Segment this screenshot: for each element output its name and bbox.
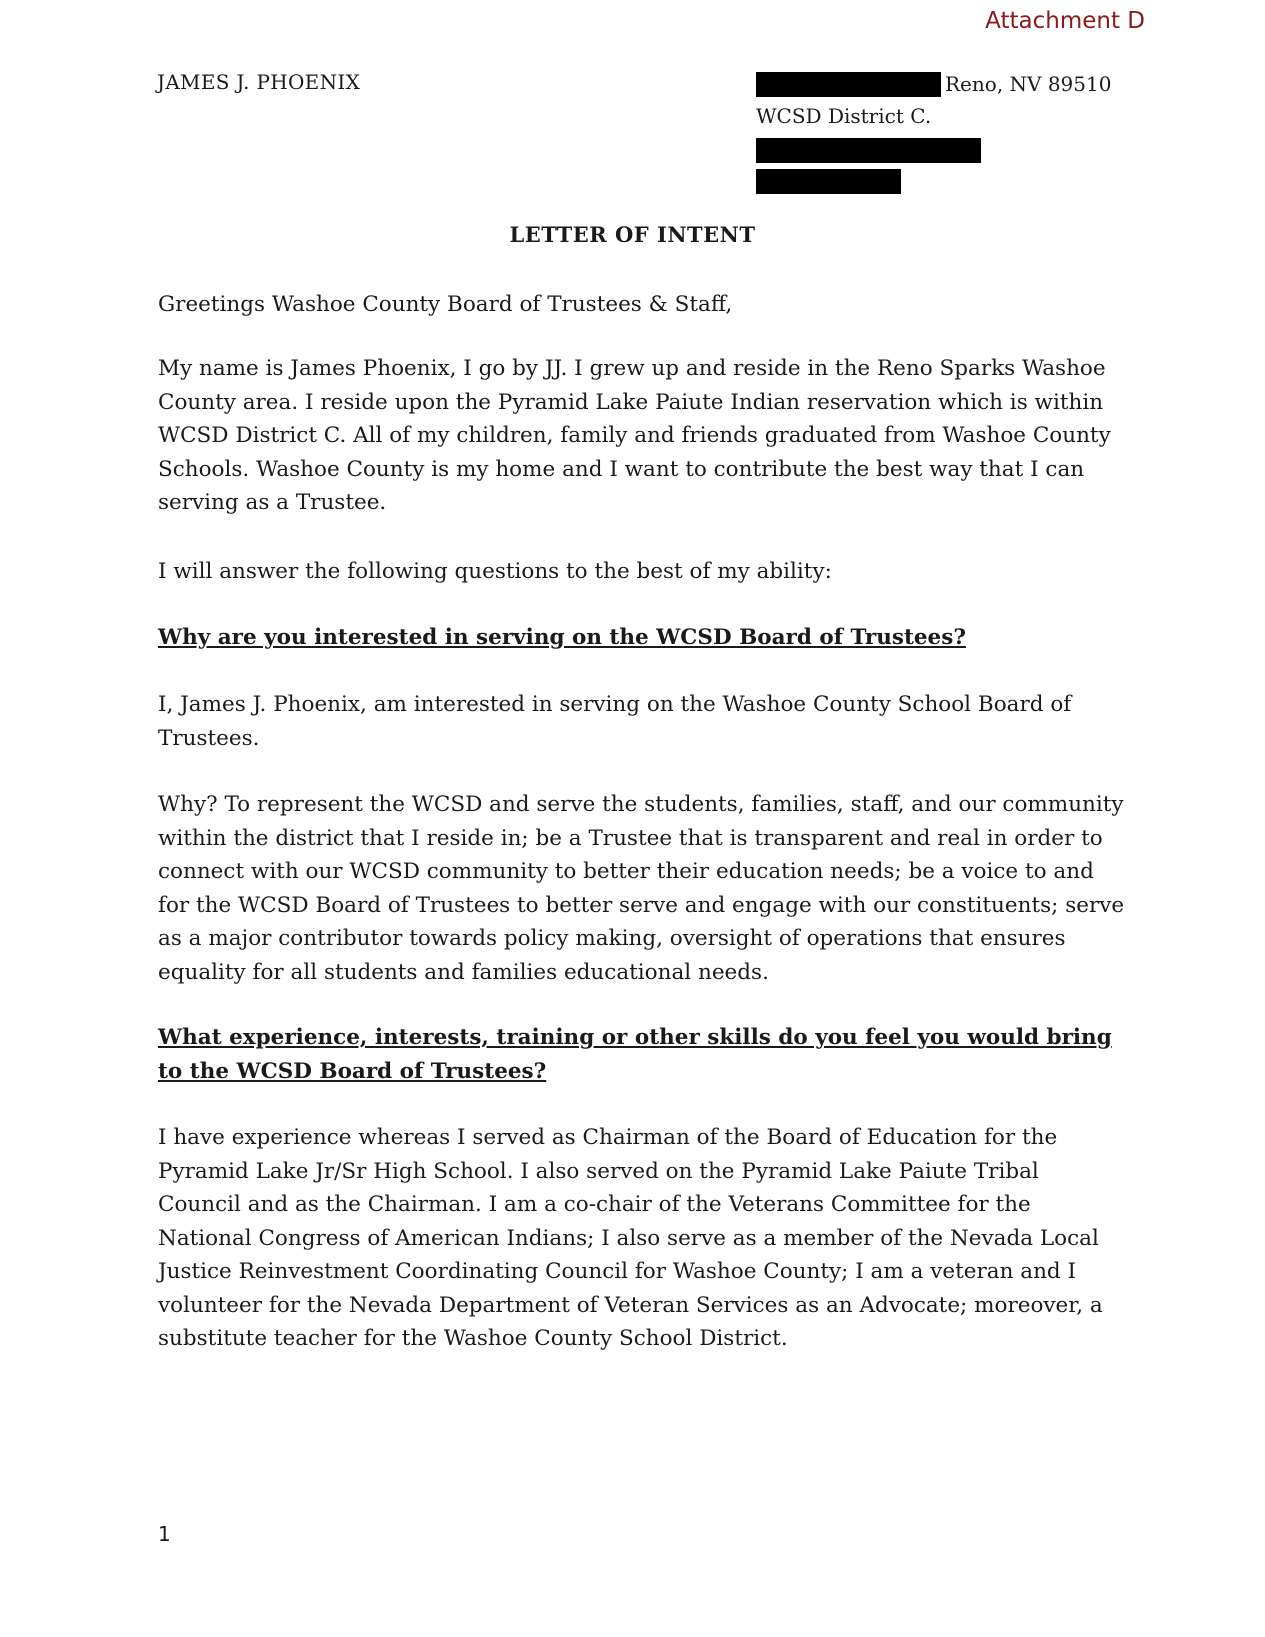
page-number: 1 xyxy=(158,1522,171,1546)
answer-1a-paragraph: I, James J. Phoenix, am interested in serving on the Washoe County School Board of Trustees. xyxy=(158,692,1072,751)
question-heading-2: What experience, interests, training or other skills do you feel you would bring to the WCSD Board of Trustees? xyxy=(158,1025,1112,1084)
address-line-city xyxy=(756,68,1111,100)
sender-name: JAMES J. PHOENIX xyxy=(157,70,361,94)
answer-2-paragraph: I have experience whereas I served as Chairman of the Board of Education for the Pyramid Lake Jr/Sr High School. I also served on the Pyramid Lake Paiute Tribal Council and as the Chairman. I am a co-chair of the Veterans Committee for the National Congress of American Indians; I also serve as a member of the Nevada Local Justice Reinvestment Coordinating Council for Washoe County; I am a veteran and I volunteer for the Nevada Department of Veteran Services as an Advocate; moreover, a substitute teacher for the Washoe County School District. xyxy=(158,1125,1103,1351)
answer-1b-paragraph: Why? To represent the WCSD and serve the students, families, staff, and our community within the district that I reside in; be a Trustee that is transparent and real in order to connect with our WCSD community to better their education needs; be a voice to and for the WCSD Board of Trustees to better serve and engage with our constituents; serve as a major contributor towards policy making, oversight of operations that ensures equality for all students and families educational needs. xyxy=(158,792,1125,985)
question-heading-1: Why are you interested in serving on the WCSD Board of Trustees? xyxy=(158,625,966,650)
redaction-bar xyxy=(756,72,941,97)
district-label: WCSD District C. xyxy=(756,104,932,128)
redaction-bar xyxy=(756,138,981,163)
greeting: Greetings Washoe County Board of Trustees & Staff, xyxy=(158,292,733,317)
attachment-label: Attachment D xyxy=(985,8,1145,34)
answer-intro: I will answer the following questions to the best of my ability: xyxy=(158,559,832,584)
address-line-redacted-1 xyxy=(756,132,1111,163)
address-line-redacted-2 xyxy=(756,163,1111,194)
address-line-district xyxy=(756,100,1111,132)
intro-paragraph: My name is James Phoenix, I go by JJ. I grew up and reside in the Reno Sparks Washoe County area. I reside upon the Pyramid Lake Paiute Indian reservation which is within WCSD District C. All of my children, family and friends graduated from Washoe County Schools. Washoe County is my home and I want to contribute the best way that I can serving as a Trustee. xyxy=(158,356,1111,515)
address-block xyxy=(756,68,1111,194)
city-state-zip: Reno, NV 89510 xyxy=(945,72,1112,96)
redaction-bar xyxy=(756,169,901,194)
letter-title: LETTER OF INTENT xyxy=(509,222,756,247)
